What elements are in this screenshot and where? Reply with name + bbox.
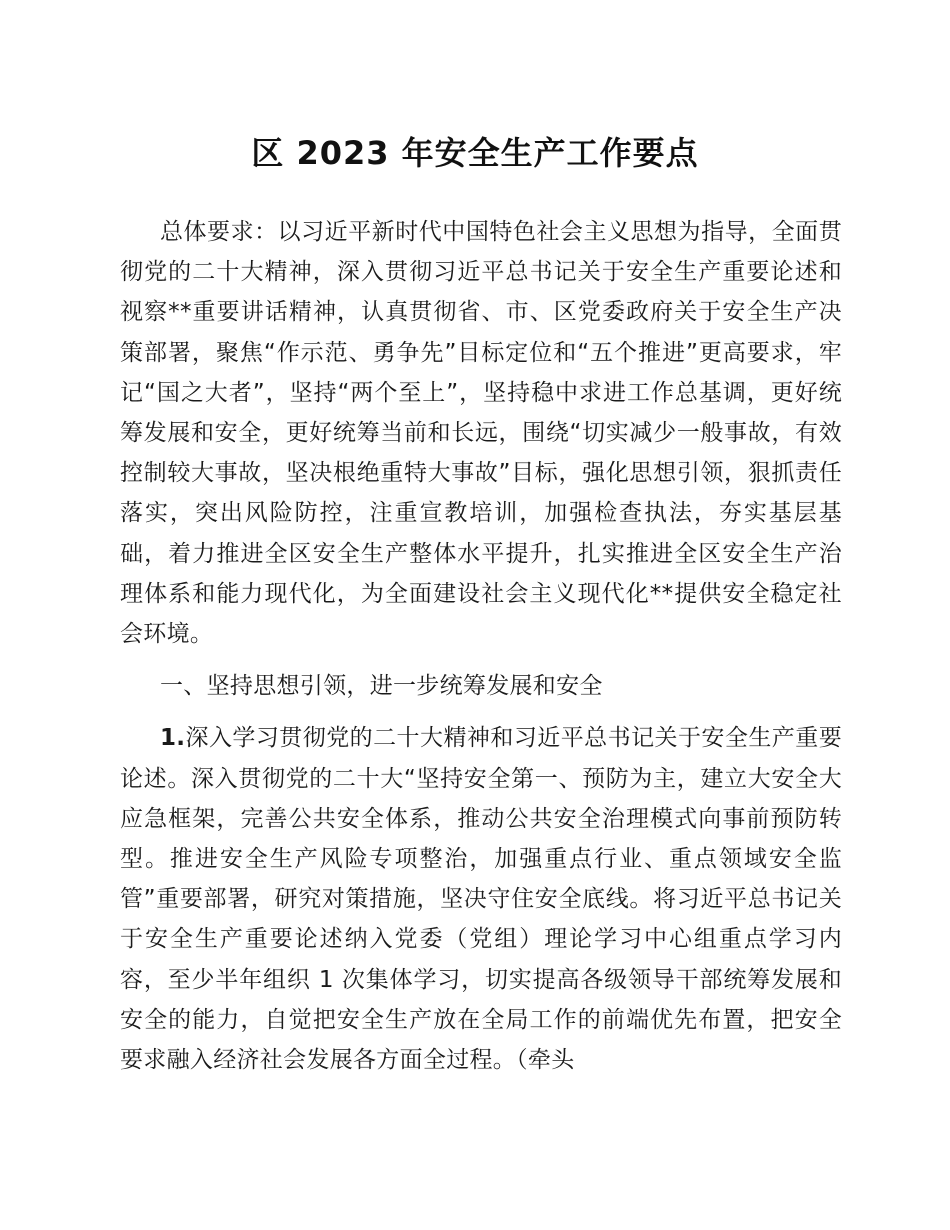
section-one-heading: 一、坚持思想引领，进一步统筹发展和安全 <box>160 673 603 700</box>
title-year: 2023 <box>296 134 390 173</box>
overall-requirements-paragraph: 总体要求：以习近平新时代中国特色社会主义思想为指导，全面贯彻党的二十大精神，深入贯彻习近平总书记关于安全生产重要论述和视察**重要讲话精神，认真贯彻省、市、区党委政府关于安全生产决策部署，聚焦“作示范、勇争先”目标定位和“五个推进”更高要求，牢记“国之大者”，坚持“两个至上”，坚持稳中求进工作总基调，更好统筹发展和安全，更好统筹当前和长远，围绕“切实减少一般事故，有效控制较大事故，坚决根绝重特大事故”目标，强化思想引领，狠抓责任落实，突出风险防控，注重宣教培训，加强检查执法，夯实基层基础，着力推进全区安全生产整体水平提升，扎实推进全区安全生产治理体系和能力现代化，为全面建设社会主义现代化**提供安全稳定社会环境。 <box>120 219 842 648</box>
item-one-text: 深入学习贯彻党的二十大精神和习近平总书记关于安全生产重要论述。深入贯彻党的二十大“坚持安全第一、预防为主，建立大安全大应急框架，完善公共安全体系，推动公共安全治理模式向事前预防转型。推进安全生产风险专项整治，加强重点行业、重点领域安全监管”重要部署，研究对策措施，坚决守住安全底线。将习近平总书记关于安全生产重要论述纳入党委（党组）理论学习中心组重点学习内容，至少半年组织 1 次集体学习，切实提高各级领导干部统筹发展和安全的能力，自觉把安全生产放在全局工作的前端优先布置，把安全要求融入经济社会发展各方面全过程。（牵头 <box>120 725 842 1074</box>
title-prefix: 区 <box>251 134 297 173</box>
document-body <box>120 212 842 1080</box>
title-suffix: 年安全生产工作要点 <box>389 134 699 173</box>
document-title <box>0 129 950 177</box>
item-one-paragraph <box>120 718 842 1080</box>
item-one-number: 1. <box>160 725 186 752</box>
